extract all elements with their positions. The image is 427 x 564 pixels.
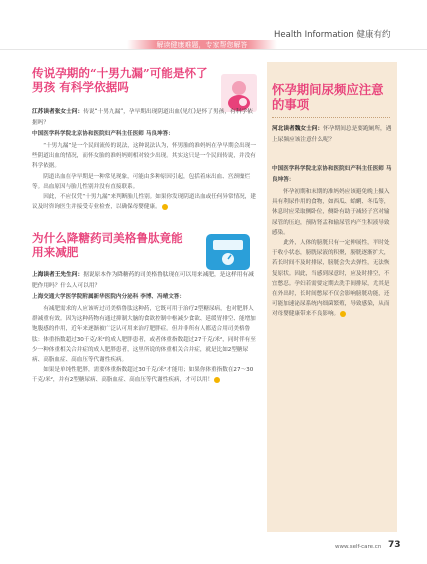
article1-question-text: 传说“十男九漏”，孕早期出现阴道出血(见红)是怀了男孩，有科学依据吗？ [32,109,253,126]
page-number: 73 [388,540,401,550]
website-url: www.self-care.cn [335,544,382,550]
sidebar-question-text: 怀孕期间总是要跑厕所，遇上尿频应该注意什么呢？ [272,126,392,143]
article1-question-prefix: 江苏读者张女士问： [32,109,84,115]
article2-title: 为什么降糖药司美格鲁肽竟能用来减肥 [32,231,183,259]
article1-answer-by: 中国医学科学院北京协和医院妇产科主任医师 马良坤答： [32,131,174,137]
sidebar-question-prefix: 河北读者魏女士问： [272,126,324,132]
section-slogan: 解读健康难题，专家帮您解答 [127,40,277,50]
sidebar-paragraph-text: 此外，人体的膀胱只有一定伸展性，平时处于收小状态，膀胱尿液的积聚，膀胱逐渐扩大，若长时间不及时排尿，膀胱会失去弹性，无法恢复原状。因此，当感到尿意时，应及时排空，不宜憋忍。孕妇若需要定期去洗手间排尿，尤其是在外出时，长时间憋尿不仅会影响膀胱功能，还可能加速泌尿系统内细菌繁殖，导致感染，从而对母婴健康带来不良影响。 [272,240,390,318]
article1-title: 传说孕期的“十男九漏”可能是怀了男孩 有科学依据吗 [32,66,208,94]
end-mark-icon [162,204,168,210]
article1-paragraph: 阴道出血在孕早期是一种常见现象，可能由多种原因引起，包括着床出血、宫颈糜烂等。出血原因与胎儿性别并没有直接联系。 [32,173,251,190]
article2-question-text: 据说原本作为降糖药的司美格鲁肽现在可以用来减肥，是这样用有减肥作用吗？什么人可以用？ [32,272,254,289]
page-header [0,0,427,50]
article1-body [32,141,257,212]
end-mark-icon [214,377,220,383]
article1-paragraph [32,192,257,212]
end-mark-icon [340,311,346,317]
article1-paragraph-text: 因此，不应仅凭“十男九漏”来判断胎儿性别。如果你发现阴道出血或任何异常情况，建议及时咨询医生并接受专业检查，以确保母婴健康。 [32,194,256,211]
article1-paragraph: “十男九漏”是一个民间流传的说法，这种说法认为，怀男胎的准妈妈在孕早期会出现一些阴道出血的情况，而怀女胎的准妈妈则相对较少出现。其实这只是一个民间传说，并没有科学依据。 [32,143,256,170]
header-divider [0,49,427,50]
article2-question [32,270,257,291]
sidebar-divider [272,117,390,118]
weighing-scale-icon [203,230,253,274]
magazine-section-title: Health Information 健康有约 [274,30,391,40]
sidebar-question [272,124,392,145]
sidebar-body [272,187,393,320]
sidebar-title: 怀孕期间尿频应注意的事项 [272,82,384,112]
article2-body [32,304,257,386]
article2-paragraph: 有减肥需求的人应该听过司美格鲁肽这种药，它既可用于治疗2型糖尿病，也对肥胖人群减重有效。因为这种药物有通过抑制大脑的食欲控制中枢减少食欲、延缓胃排空、能增加饱腹感的作用，近年来逐渐被广泛认可用来治疗肥胖症。但并非所有人都适合用司美格鲁肽：体重指数超过30千克/米²的成人肥胖患者，或者体重指数超过27千克/米²，同时伴有至少一种体重相关合并症的成人肥胖患者，这里所说的体重相关合并症，就是比如2型糖尿病、高脂血症、高血压等代谢性疾病。 [32,306,256,364]
sidebar-paragraph: 怀孕初期和末期的准妈妈应该避免晚上摄入具有利尿作用的食物，如西瓜、蛤蜊、冬瓜等，休息时应采取侧卧位，侧卧有助于减轻子宫对输尿管的压迫，预防肾盂和输尿管内产生积液导致感染。 [272,189,390,236]
sidebar-answer-by: 中国医学科学院北京协和医院妇产科主任医师 马良坤答： [272,166,392,183]
article2-paragraph-text: 如果是单纯性肥胖，需要体重指数超过30千克/米²才能用；如果你体重指数在27～30千克/米²，并有2型糖尿病、高脂血症、高血压等代谢性疾病，才可以用！ [32,367,254,384]
article2-question-prefix: 上海读者王先生问： [32,272,84,278]
sidebar-paragraph [272,238,393,320]
article2-paragraph [32,365,257,385]
article2-answer-by: 上海交通大学医学院附属新华医院内分泌科 李博、冯晴文答： [32,294,185,300]
article1-question [32,107,257,128]
